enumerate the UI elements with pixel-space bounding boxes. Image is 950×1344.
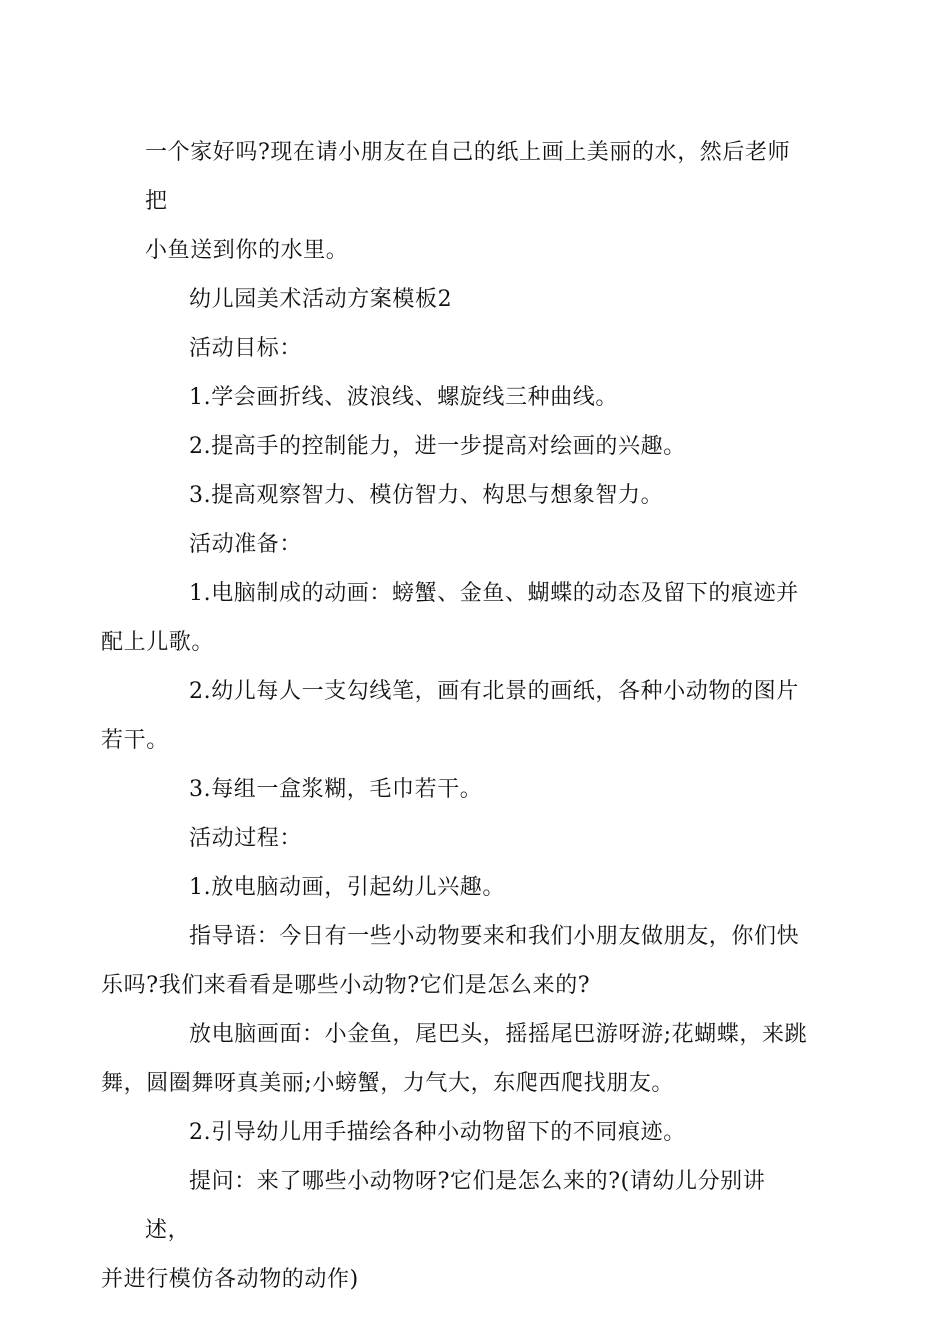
text-line: 配上儿歌。 [101,630,215,655]
text-line: 2.提高手的控制能力，进一步提高对绘画的兴趣。 [189,434,686,459]
guidance-paragraph [101,912,810,1010]
text-line: 幼儿园美术活动方案模板2 [189,287,453,312]
paragraph-intro-continuation [145,128,810,275]
goal-item-2 [145,422,810,471]
preparation-item-1 [101,569,810,667]
subheading-activity-goals [145,324,810,373]
animation-description-paragraph [101,1010,810,1108]
text-line: 提问：来了哪些小动物呀?它们是怎么来的?(请幼儿分别讲述， [145,1169,766,1243]
subheading-activity-process [145,814,810,863]
text-line: 活动目标： [189,336,303,361]
goal-item-1 [145,373,810,422]
process-step-1 [145,863,810,912]
text-line: 1.学会画折线、波浪线、螺旋线三种曲线。 [189,385,618,410]
text-line: 活动过程： [189,826,303,851]
text-line: 指导语：今日有一些小动物要来和我们小朋友做朋友，你们快 [189,924,800,949]
text-line: 3.每组一盒浆糊，毛巾若干。 [189,777,483,802]
text-line: 乐吗?我们来看看是哪些小动物?它们是怎么来的? [101,973,591,998]
text-line: 一个家好吗?现在请小朋友在自己的纸上画上美丽的水，然后老师把 [145,140,791,214]
text-line: 2.引导幼儿用手描绘各种小动物留下的不同痕迹。 [189,1120,686,1145]
subheading-activity-preparation [145,520,810,569]
section-heading-template-2 [145,275,810,324]
preparation-item-2 [101,667,810,765]
process-step-2 [145,1108,810,1157]
text-line: 1.放电脑动画，引起幼儿兴趣。 [189,875,505,900]
text-line: 小鱼送到你的水里。 [145,238,349,263]
document-body [101,128,810,1304]
text-line: 舞，圆圈舞呀真美丽;小螃蟹，力气大，东爬西爬找朋友。 [101,1071,675,1096]
text-line: 放电脑画面：小金鱼，尾巴头，摇摇尾巴游呀游;花蝴蝶，来跳 [189,1022,808,1047]
text-line: 3.提高观察智力、模仿智力、构思与想象智力。 [189,483,664,508]
text-line: 若干。 [101,728,169,753]
text-line: 并进行模仿各动物的动作) [101,1267,359,1292]
question-paragraph [101,1157,810,1304]
text-line: 1.电脑制成的动画：螃蟹、金鱼、蝴蝶的动态及留下的痕迹并 [189,581,799,606]
preparation-item-3 [145,765,810,814]
goal-item-3 [145,471,810,520]
text-line: 活动准备： [189,532,303,557]
text-line: 2.幼儿每人一支勾线笔，画有北景的画纸，各种小动物的图片 [189,679,799,704]
